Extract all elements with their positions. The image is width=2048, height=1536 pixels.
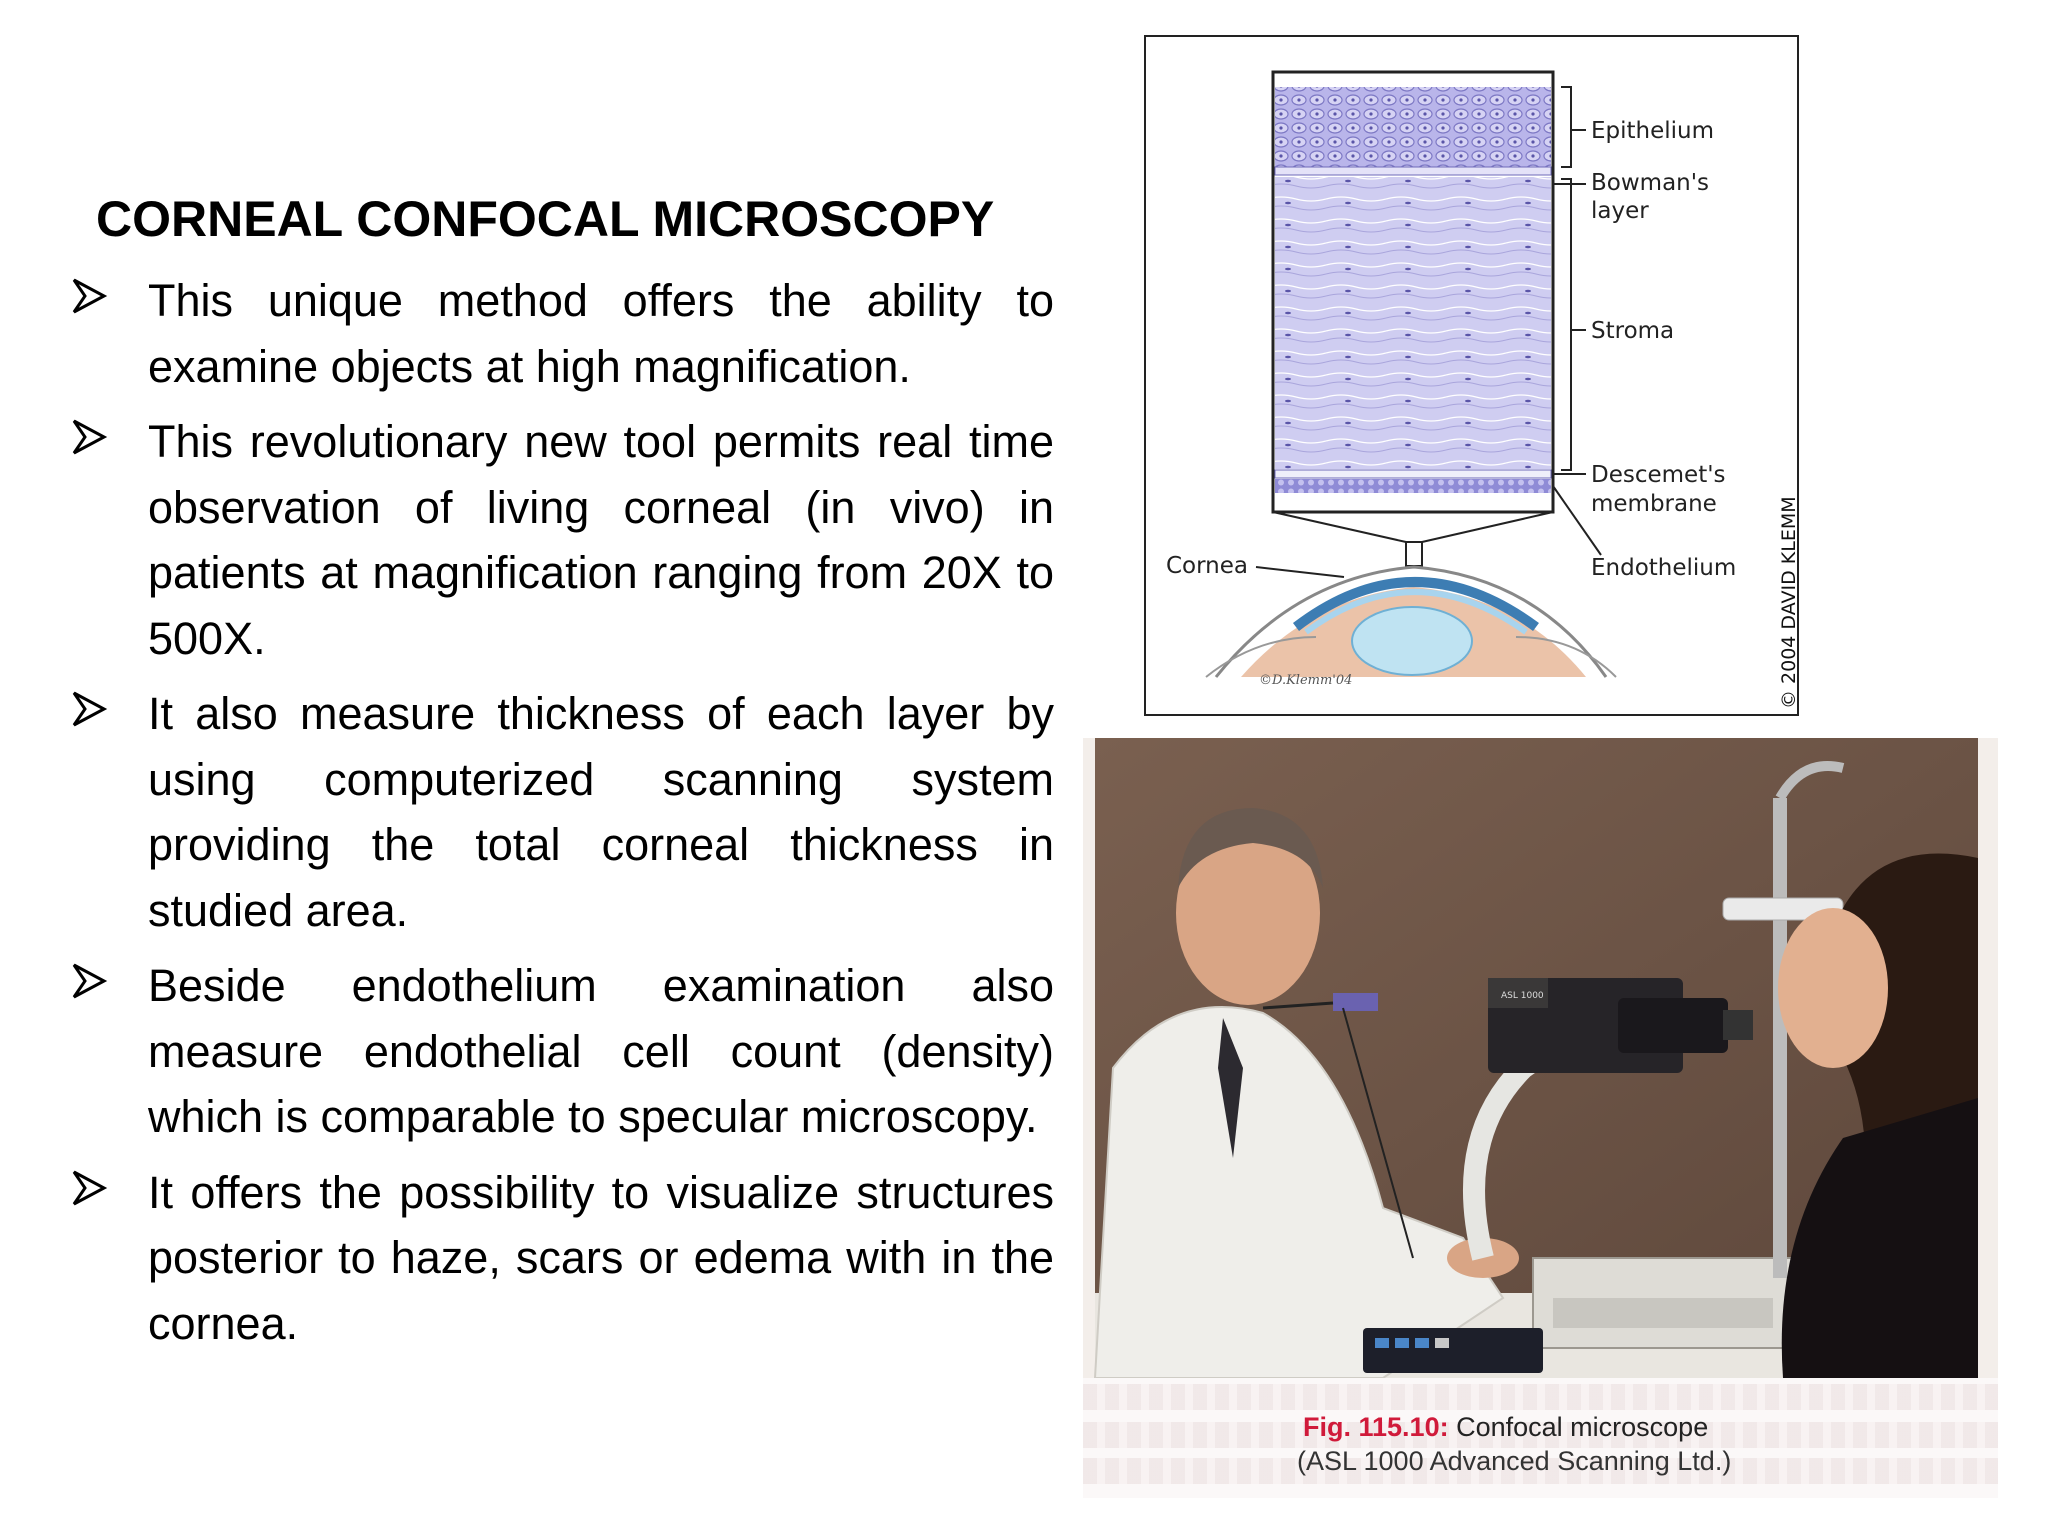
arrow-bullet-icon: [68, 961, 108, 1001]
bullet-item: [68, 409, 1054, 671]
patient-face: [1778, 908, 1888, 1068]
epithelium-layer: [1275, 87, 1551, 167]
figure-caption-text: Confocal microscope: [1456, 1412, 1709, 1442]
figure-caption-area: [1083, 1378, 1998, 1498]
bullet-item: [68, 1160, 1054, 1357]
label-stroma: Stroma: [1591, 318, 1675, 344]
figure-number: Fig. 115.10:: [1303, 1412, 1449, 1442]
slide-title: CORNEAL CONFOCAL MICROSCOPY: [96, 191, 995, 247]
faint-text-line: [1083, 1384, 1998, 1410]
bullet-item: [68, 268, 1054, 399]
stroma-layer: [1275, 177, 1551, 469]
figure-caption-line2: (ASL 1000 Advanced Scanning Ltd.): [1297, 1446, 1732, 1476]
label-bowmans-2: layer: [1591, 198, 1649, 224]
photo-illustration: [1083, 738, 1998, 1378]
arrow-bullet-icon: [68, 1168, 108, 1208]
bullet-text: It offers the possibility to visualize structures posterior to haze, scars or edema with in the cornea.: [148, 1166, 1054, 1349]
bullet-list: [68, 268, 1054, 1366]
zoom-box: [1406, 542, 1422, 566]
bullet-item: [68, 681, 1054, 943]
cornea-layer-diagram: [1144, 35, 1799, 716]
arrow-bullet-icon: [68, 417, 108, 457]
label-endothelium: Endothelium: [1591, 555, 1737, 581]
arrow-bullet-icon: [68, 276, 108, 316]
descemets-layer: [1275, 470, 1551, 478]
bullet-text: Beside endothelium examination also measure endothelial cell count (density) which is comparable to specular microscopy.: [148, 960, 1054, 1142]
endothelium-layer: [1275, 479, 1551, 493]
label-cornea: Cornea: [1166, 553, 1249, 579]
copyright-text: © 2004 DAVID KLEMM: [1778, 496, 1800, 709]
label-descemets-2: membrane: [1591, 491, 1717, 517]
label-descemets-1: Descemet's: [1591, 462, 1726, 488]
bullet-text: This revolutionary new tool permits real time observation of living corneal (in vivo) in patients at magnification ranging from 20X to 500X.: [148, 416, 1054, 664]
bullet-text: It also measure thickness of each layer by using computerized scanning system providing the total corneal thickness in studied area.: [148, 688, 1054, 936]
label-bowmans-1: Bowman's: [1591, 170, 1710, 196]
confocal-microscope-photo: [1083, 738, 1998, 1378]
arrow-bullet-icon: [68, 689, 108, 729]
artist-signature: ©D.Klemm'04: [1259, 673, 1353, 688]
cornea-diagram-svg: [1146, 37, 1800, 714]
device-label: ASL 1000: [1501, 991, 1544, 1001]
bowmans-layer: [1275, 167, 1551, 175]
bullet-item: [68, 953, 1054, 1150]
figure-caption: [1303, 1412, 1708, 1443]
lens: [1352, 607, 1472, 675]
label-epithelium: Epithelium: [1591, 118, 1715, 144]
bullet-text: This unique method offers the ability to examine objects at high magnification.: [148, 275, 1054, 392]
